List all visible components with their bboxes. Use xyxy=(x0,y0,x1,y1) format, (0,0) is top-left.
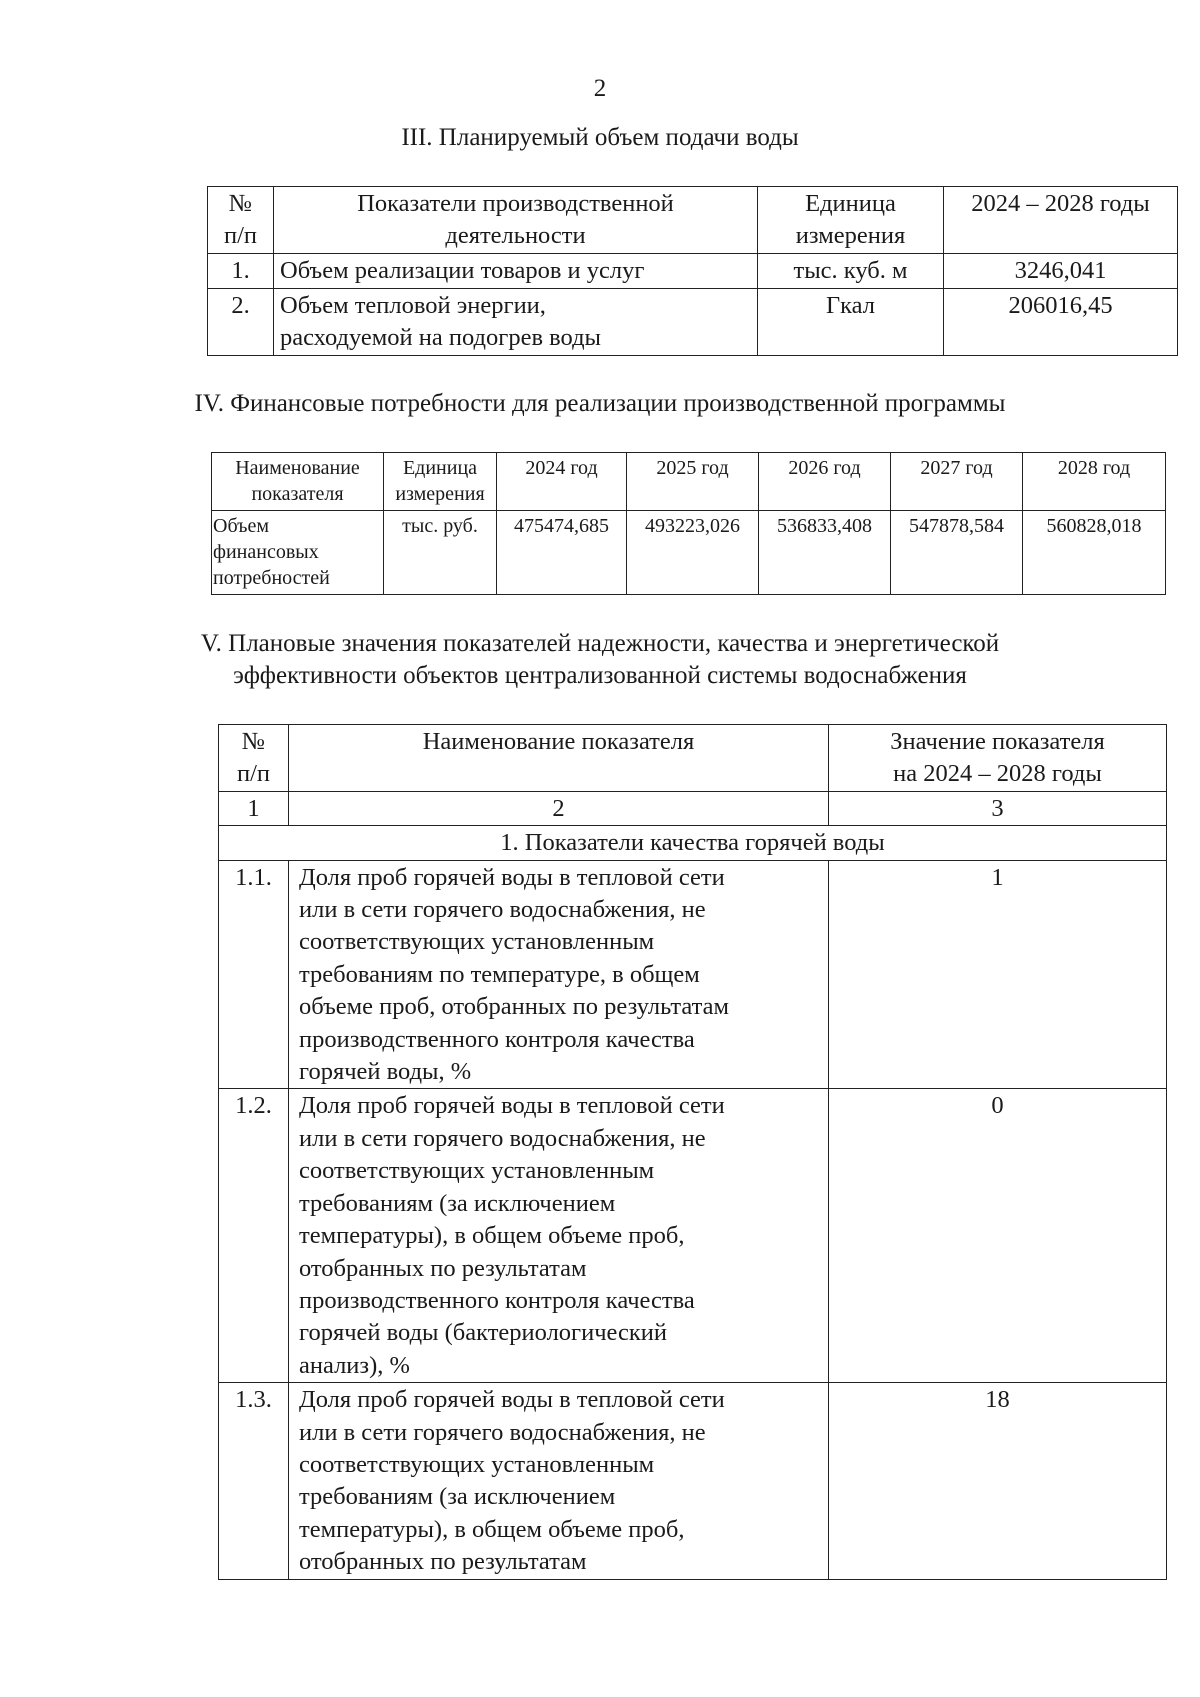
text-line: Значение показателя xyxy=(890,728,1105,755)
text-line: отобранных по результатам xyxy=(299,1254,587,1282)
row-num: 2. xyxy=(208,289,274,356)
text-line: или в сети горячего водоснабжения, не xyxy=(299,1418,706,1446)
row-value: 3246,041 xyxy=(944,254,1178,289)
text-line: Показатели производственной xyxy=(357,190,674,217)
text-line: измерения xyxy=(395,483,485,505)
row-unit: тыс. куб. м xyxy=(758,254,944,289)
water-supply-volume-table xyxy=(207,186,1178,356)
value-2027: 547878,584 xyxy=(891,511,1023,595)
header-indicator xyxy=(274,187,758,254)
table-header-row xyxy=(208,187,1178,254)
text-line: требованиям по температуре, в общем xyxy=(299,960,700,988)
row-value: 206016,45 xyxy=(944,289,1178,356)
value-2028: 560828,018 xyxy=(1023,511,1166,595)
text-line: Объем тепловой энергии, xyxy=(280,292,546,319)
column-number: 1 xyxy=(219,791,289,825)
text-line: Наименование xyxy=(235,457,360,479)
header-num xyxy=(208,187,274,254)
header-unit xyxy=(384,453,497,511)
header-indicator-name: Наименование показателя xyxy=(289,725,829,792)
text-line: показателя xyxy=(251,483,344,505)
row-name xyxy=(212,511,384,595)
text-line: анализ), % xyxy=(299,1351,410,1379)
text-line: соответствующих установленным xyxy=(299,928,655,956)
text-line: или в сети горячего водоснабжения, не xyxy=(299,1124,706,1152)
text-line: производственного контроля качества xyxy=(299,1025,695,1053)
row-name xyxy=(274,289,758,356)
column-number: 3 xyxy=(829,791,1167,825)
text-line: п/п xyxy=(236,760,271,788)
row-unit: тыс. руб. xyxy=(384,511,497,595)
section-5-title-line-1: V. Плановые значения показателей надежности, качества и энергетической xyxy=(200,630,1000,657)
text-line: требованиям (за исключением xyxy=(299,1483,616,1511)
row-text xyxy=(289,860,829,1089)
section-4-title: IV. Финансовые потребности для реализации производственной программы xyxy=(194,390,1006,417)
group-title: 1. Показатели качества горячей воды xyxy=(219,826,1167,860)
row-value: 0 xyxy=(829,1089,1167,1383)
header-years xyxy=(944,187,1178,254)
table-row xyxy=(219,860,1167,1089)
table-row xyxy=(219,1089,1167,1383)
text-line: потребностей xyxy=(213,567,330,589)
table-row xyxy=(208,254,1178,289)
header-num xyxy=(219,725,289,792)
table-row xyxy=(212,511,1166,595)
text-line: производственного контроля качества xyxy=(299,1286,695,1314)
row-text xyxy=(289,1383,829,1579)
page-number: 2 xyxy=(593,75,607,102)
text-line: соответствующих установленным xyxy=(299,1450,655,1478)
text-line: отобранных по результатам xyxy=(299,1548,587,1576)
text-line: Единица xyxy=(805,190,896,217)
text-line: Доля проб горячей воды в тепловой сети xyxy=(299,863,725,891)
text-line: требованиям (за исключением xyxy=(299,1189,616,1217)
text-line: 2024 – 2028 годы xyxy=(971,190,1150,217)
header-indicator-value xyxy=(829,725,1167,792)
row-value: 18 xyxy=(829,1383,1167,1579)
text-line: температуры), в общем объеме проб, xyxy=(299,1515,685,1543)
row-value: 1 xyxy=(829,860,1167,1089)
row-unit: Гкал xyxy=(758,289,944,356)
text-line: № xyxy=(241,728,266,755)
column-number: 2 xyxy=(289,791,829,825)
reliability-indicators-table xyxy=(218,724,1167,1580)
text-line: Доля проб горячей воды в тепловой сети xyxy=(299,1092,725,1120)
row-num: 1.2. xyxy=(219,1089,289,1383)
section-5-title xyxy=(0,628,1200,692)
header-year-2025: 2025 год xyxy=(627,453,759,511)
row-name: Объем реализации товаров и услуг xyxy=(274,254,758,289)
row-num: 1.1. xyxy=(219,860,289,1089)
row-num: 1. xyxy=(208,254,274,289)
text-line: Доля проб горячей воды в тепловой сети xyxy=(299,1386,725,1414)
value-2025: 493223,026 xyxy=(627,511,759,595)
table-row xyxy=(219,1383,1167,1579)
text-line: Единица xyxy=(402,457,478,479)
text-line: температуры), в общем объеме проб, xyxy=(299,1222,685,1250)
value-2024: 475474,685 xyxy=(497,511,627,595)
text-line: или в сети горячего водоснабжения, не xyxy=(299,896,706,924)
section-5-title-line-2: эффективности объектов централизованной системы водоснабжения xyxy=(233,662,967,689)
text-line: п/п xyxy=(223,222,258,249)
header-name xyxy=(212,453,384,511)
value-2026: 536833,408 xyxy=(759,511,891,595)
text-line: на 2024 – 2028 годы xyxy=(893,760,1102,788)
group-title-row xyxy=(219,826,1167,860)
table-header-row xyxy=(212,453,1166,511)
text-line: соответствующих установленным xyxy=(299,1157,655,1185)
text-line: измерения xyxy=(795,222,906,249)
financial-needs-table xyxy=(211,452,1166,595)
text-line: горячей воды (бактериологический xyxy=(299,1319,668,1347)
row-num: 1.3. xyxy=(219,1383,289,1579)
header-year-2027: 2027 год xyxy=(891,453,1023,511)
header-year-2028: 2028 год xyxy=(1023,453,1166,511)
column-number-row xyxy=(219,791,1167,825)
text-line: деятельности xyxy=(445,222,586,249)
text-line: горячей воды, % xyxy=(299,1058,472,1086)
table-row xyxy=(208,289,1178,356)
text-line: Объем xyxy=(213,515,269,537)
header-unit xyxy=(758,187,944,254)
text-line: объеме проб, отобранных по результатам xyxy=(299,993,730,1021)
table-header-row xyxy=(219,725,1167,792)
text-line: № xyxy=(228,190,253,217)
section-3-title: III. Планируемый объем подачи воды xyxy=(401,124,799,151)
header-year-2024: 2024 год xyxy=(497,453,627,511)
header-year-2026: 2026 год xyxy=(759,453,891,511)
text-line: финансовых xyxy=(213,541,319,563)
text-line: расходуемой на подогрев воды xyxy=(280,324,602,351)
row-text xyxy=(289,1089,829,1383)
